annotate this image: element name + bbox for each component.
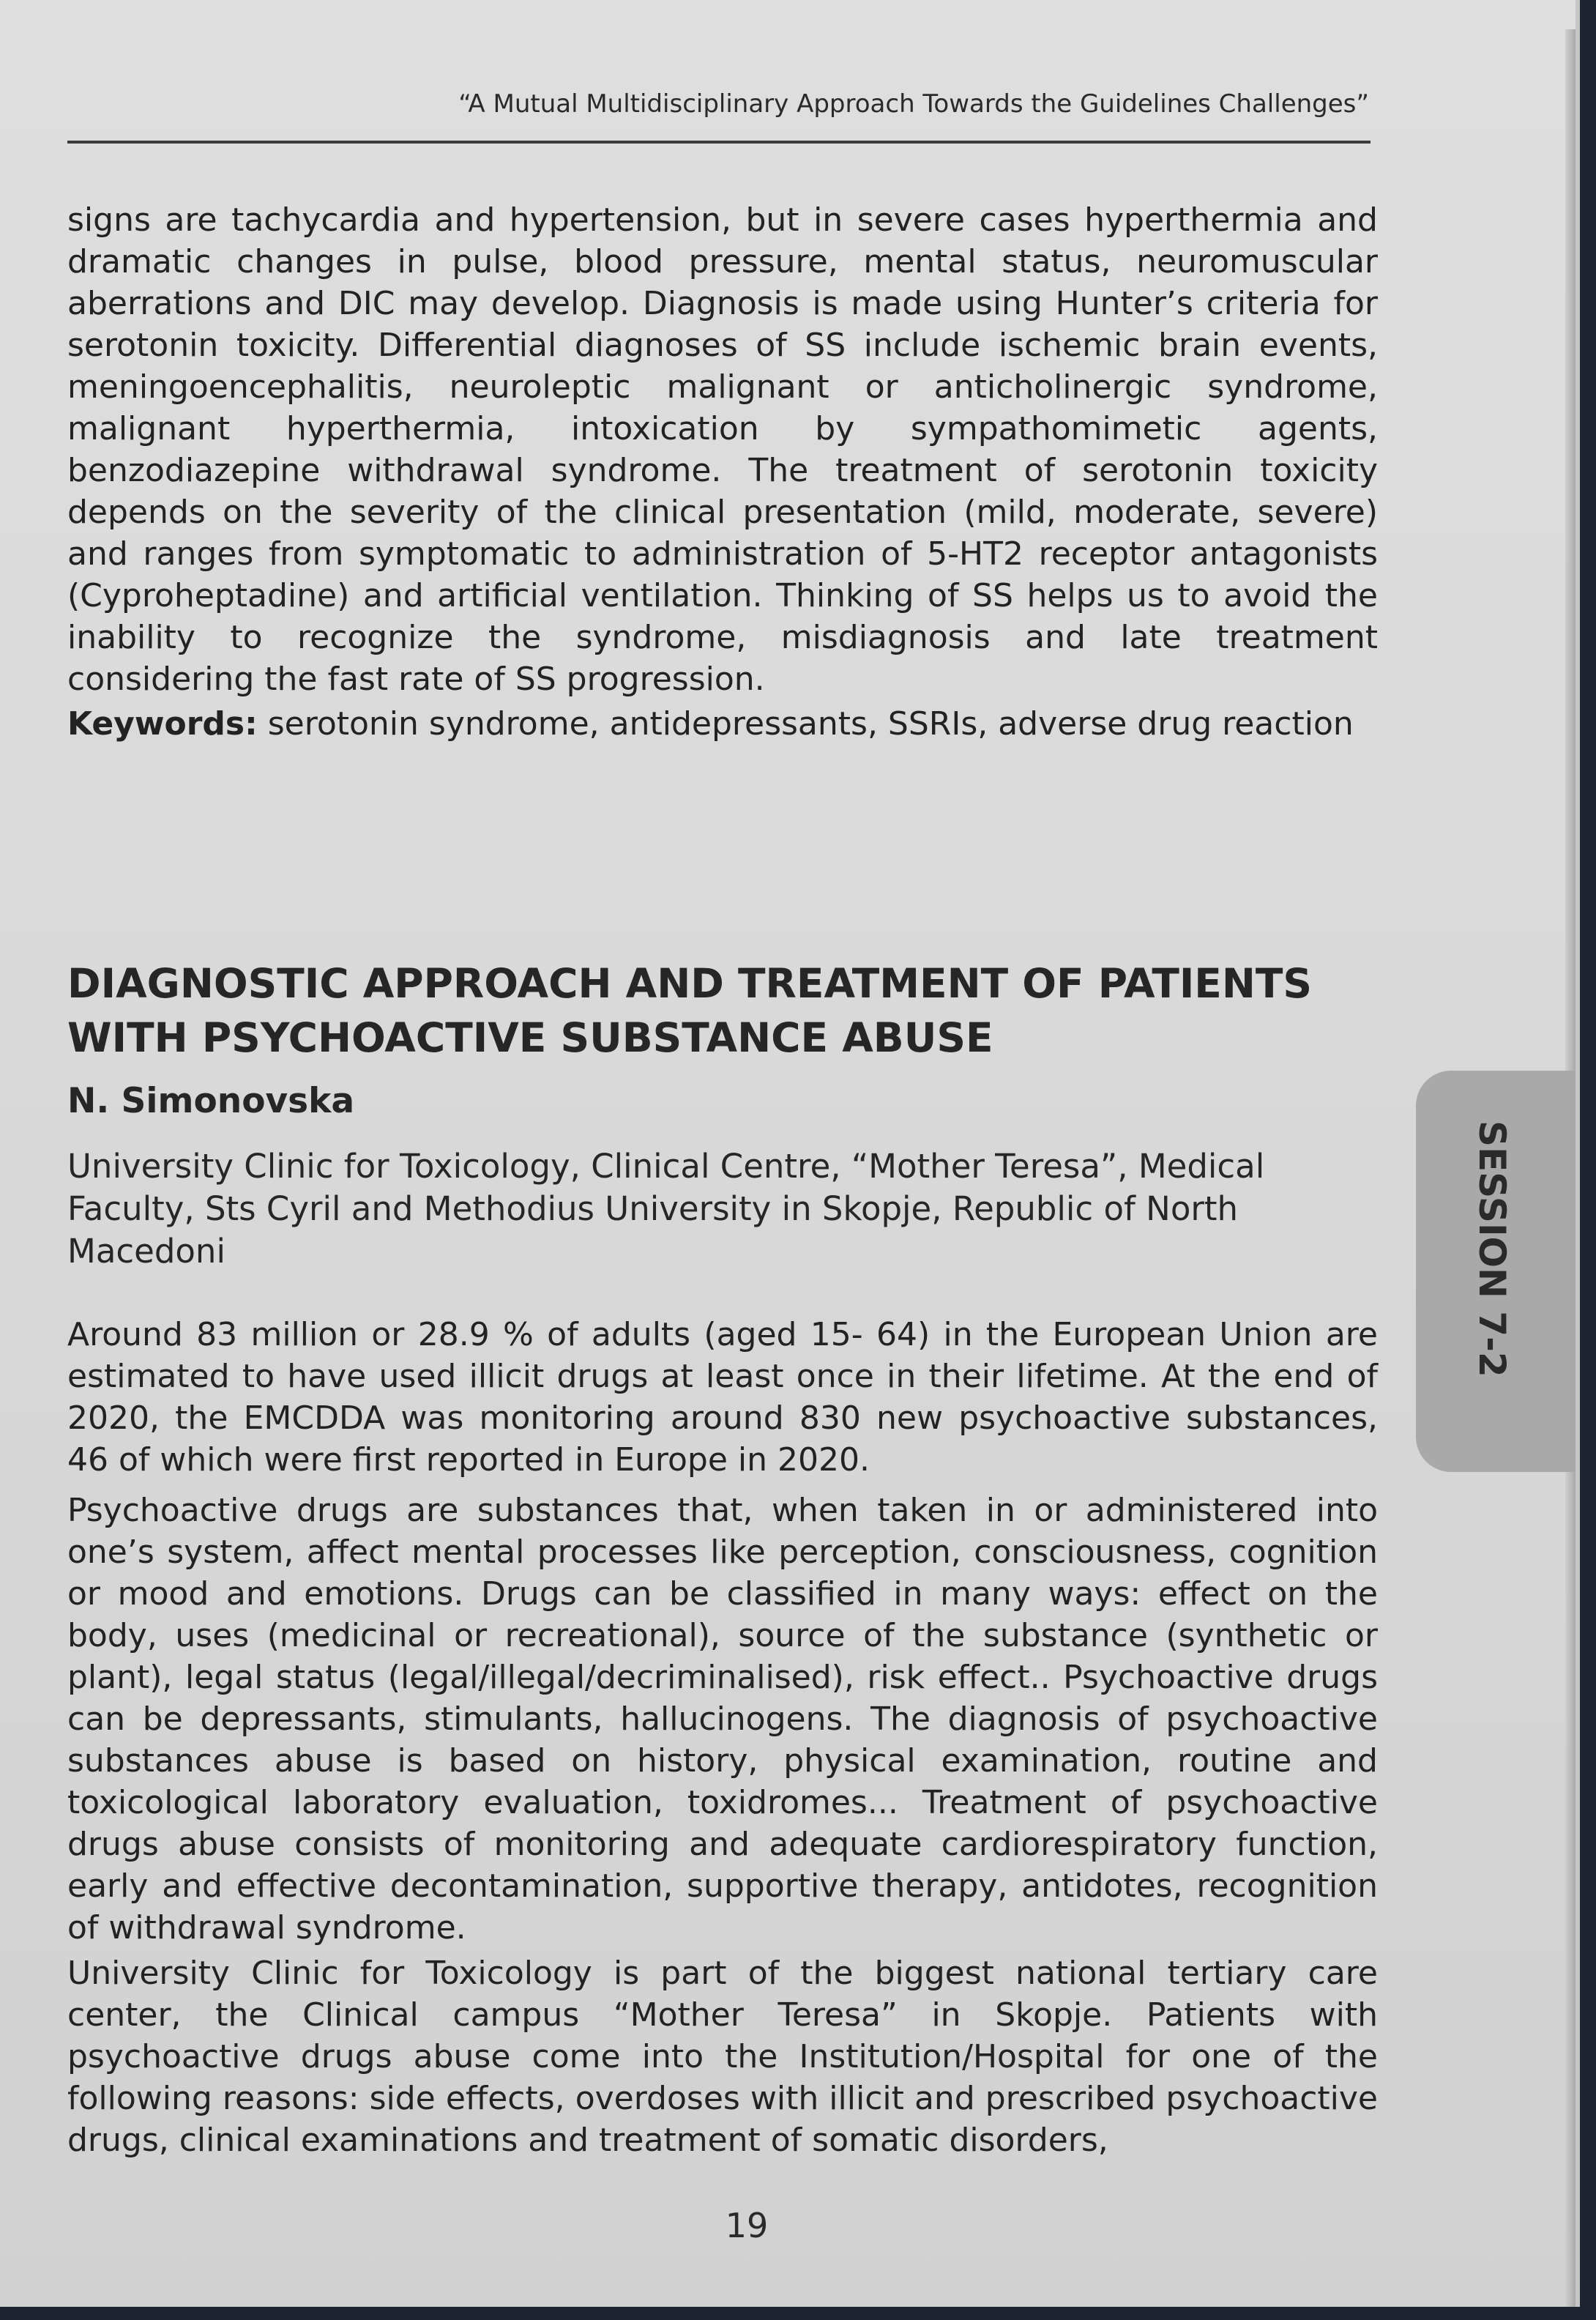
article-title: DIAGNOSTIC APPROACH AND TREATMENT OF PATIENTS WITH PSYCHOACTIVE SUBSTANCE ABUSE <box>67 960 1313 1061</box>
abstract-paragraph: Psychoactive drugs are substances that, when taken in or administered into one’s system, affect mental processes like perception, consciousness, cognition or mood and emotions. Drugs can be classified in many ways: effect on the body, uses (medicinal or recreational), source of the substance (synthetic or plant), legal status (legal/illegal/decriminalised), risk effect.. Psychoactive drugs can be depressants, stimulants, hallucinogens. The diagnosis of psychoactive substances abuse is based on history, physical examination, routine and toxicological laboratory evaluation, toxidromes... Treatment of psychoactive drugs abuse consists of monitoring and adequate cardiorespiratory function, early and effective decontamination, supportive therapy, antidotes, recognition of withdrawal syndrome. <box>67 1492 1378 1947</box>
keywords-text: serotonin syndrome, antidepressants, SSRIs, adverse drug reaction <box>267 705 1354 743</box>
article-affiliation: University Clinic for Toxicology, Clinical Centre, “Mother Teresa”, Medical Faculty, Sts Cyril and Methodius University in Skopje, Republic of North Macedoni <box>67 1147 1265 1271</box>
page-number: 19 <box>725 2206 769 2245</box>
abstract-paragraph: Around 83 million or 28.9 % of adults (aged 15- 64) in the European Union are estimated to have used illicit drugs at least once in their lifetime. At the end of 2020, the EMCDDA was monitoring around 830 new psychoactive substances, 46 of which were first reported in Europe in 2020. <box>67 1316 1378 1479</box>
article-author: N. Simonovska <box>67 1081 355 1121</box>
keywords-line <box>67 703 1378 745</box>
header-rule <box>67 141 1371 144</box>
running-header: “A Mutual Multidisciplinary Approach Towards the Guidelines Challenges” <box>458 89 1369 119</box>
keywords-label: Keywords: <box>67 705 258 743</box>
previous-abstract-text: signs are tachycardia and hypertension, but in severe cases hyperthermia and dramatic changes in pulse, blood pressure, mental status, neuromuscular aberrations and DIC may develop. Diagnosis is made using Hunter’s criteria for serotonin toxicity. Differential diagnoses of SS include ischemic brain events, meningoencephalitis, neuroleptic malignant or anticholinergic syndrome, malignant hyperthermia, intoxication by sympathomimetic agents, benzodiazepine withdrawal syndrome. The treatment of serotonin toxicity depends on the severity of the clinical presentation (mild, moderate, severe) and ranges from symptomatic to administration of 5-HT2 receptor antagonists (Cyproheptadine) and artificial ventilation. Thinking of SS helps us to avoid the inability to recognize the syndrome, misdiagnosis and late treatment considering the fast rate of SS progression. <box>67 201 1378 698</box>
abstract-paragraph: University Clinic for Toxicology is part of the biggest national tertiary care center, the Clinical campus “Mother Teresa” in Skopje. Patients with psychoactive drugs abuse come into the Institution/Hospital for one of the following reasons: side effects, overdoses with illicit and prescribed psychoactive drugs, clinical examinations and treatment of somatic disorders, <box>67 1955 1378 2159</box>
session-tab-label: SESSION 7-2 <box>1471 1120 1513 1378</box>
